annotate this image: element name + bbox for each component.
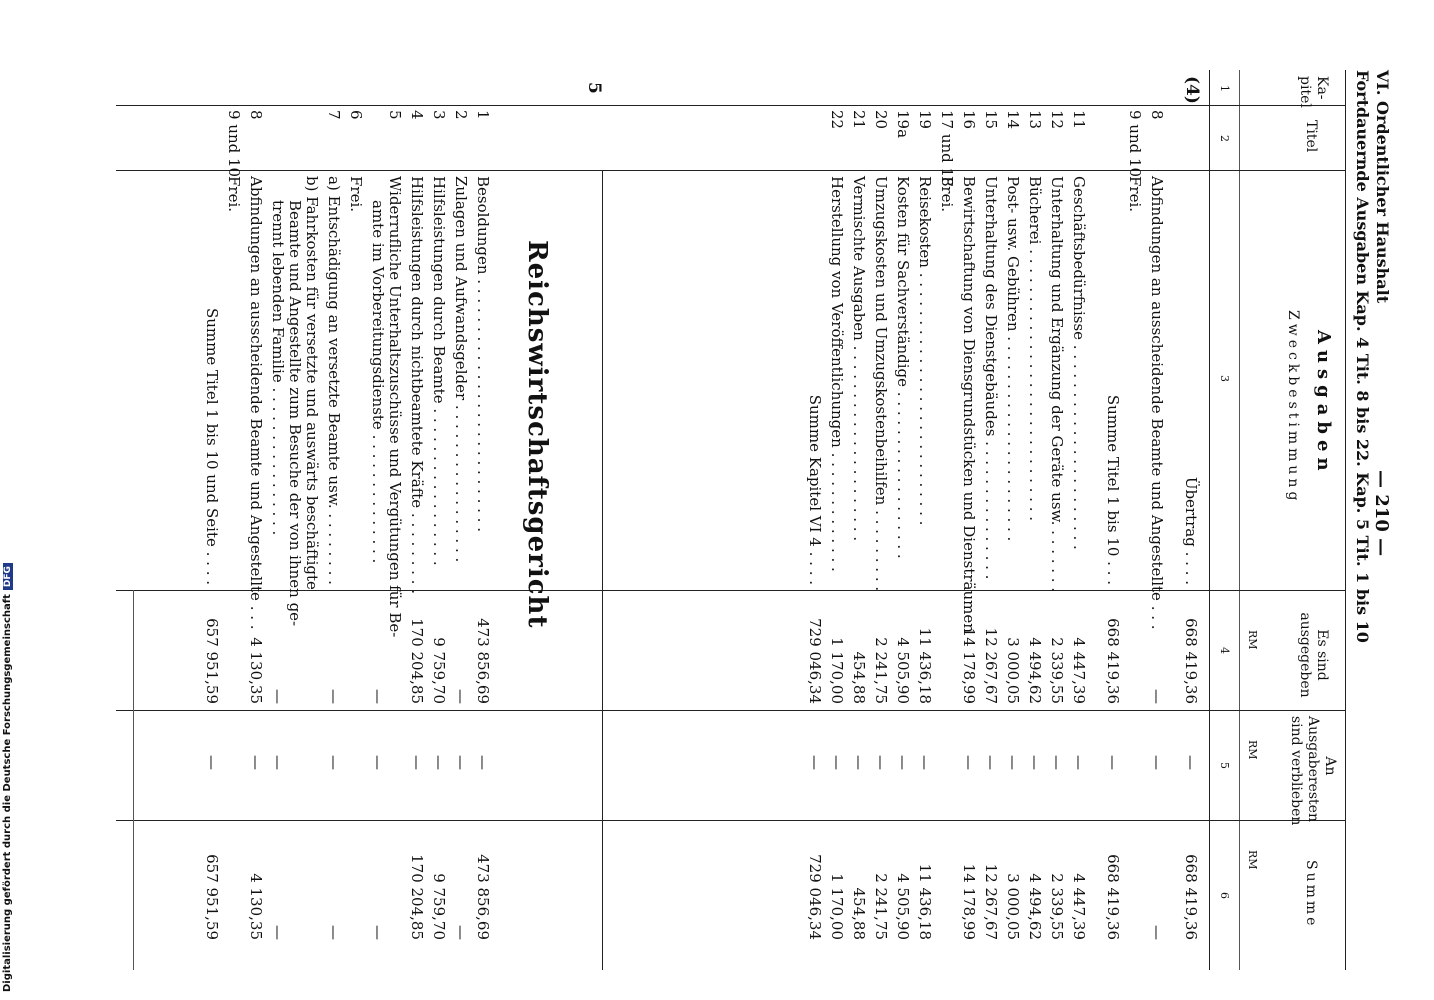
k4-desc-16: Summe Kapitel VI 4 . . . .: [806, 394, 824, 585]
k4-ausgegeben-12: 4 505,90: [894, 637, 912, 704]
section-separator-rule: [602, 170, 603, 970]
k4-titel-15: 22: [828, 110, 846, 130]
kapitel-4-label: (4): [1182, 76, 1202, 104]
k5-verblieben-3: —: [408, 755, 426, 770]
k4-verblieben-5: —: [1048, 755, 1066, 770]
k4-desc-2: Frei.: [1126, 176, 1144, 213]
k4-summe-1: —: [1148, 925, 1166, 940]
k4-desc-12: Kosten für Sachverständige . . . . . . . . . . . . . . . . . .: [894, 176, 912, 559]
k5-summe-0: 473 856,69: [474, 854, 492, 940]
k5-ausgegeben-3: 170 204,85: [408, 618, 426, 704]
k5-verblieben-0: —: [474, 755, 492, 770]
k5-titel-3: 4: [408, 110, 426, 120]
column-number-rule: [1209, 70, 1210, 970]
k4-verblieben-8: —: [982, 755, 1000, 770]
k4-titel-4: 11: [1070, 110, 1088, 130]
k4-ausgegeben-4: 4 447,39: [1070, 637, 1088, 704]
k4-desc-6: Bücherei . . . . . . . . . . . . . . . . . . . . . . . . . . . . .: [1026, 176, 1044, 522]
k5-summe-10: 657 951,59: [203, 854, 221, 940]
k5-titel-5: 6: [347, 110, 365, 120]
k4-verblieben-13: —: [872, 755, 890, 770]
colnum-5: 5: [1218, 762, 1231, 769]
digitization-credit: [2, 0, 18, 1000]
k5-desc-10: Summe Titel 1 bis 10 und Seite . . . .: [203, 307, 221, 585]
k4-desc-9: Bewirtschaftung von Diensgrundstücken und Diensträumen: [960, 176, 978, 633]
k5-desc-3: Hilfsleistungen durch nichtbeamtete Kräfte . . . . . . . . .: [408, 176, 426, 594]
k4-summe-6: 4 494,62: [1026, 873, 1044, 940]
k4-ausgegeben-8: 12 267,67: [982, 627, 1000, 704]
k4-summe-11: 11 436,18: [916, 863, 934, 940]
k4-summe-13: 2 241,75: [872, 873, 890, 940]
k5-desc-4: Widerrufliche Unterhaltszuschüsse und Vergütungen für Be-: [386, 176, 404, 638]
k5-titel-1: 2: [452, 110, 470, 120]
k4-verblieben-0: —: [1182, 755, 1200, 770]
k4-ausgegeben-16: 729 046,34: [806, 618, 824, 704]
dfg-logo-badge: DFG: [3, 563, 13, 590]
k4-ausgegeben-13: 2 241,75: [872, 637, 890, 704]
k4-verblieben-16: —: [806, 755, 824, 770]
k5-verblieben-10: —: [203, 755, 221, 770]
k4-ausgegeben-5: 2 339,55: [1048, 637, 1066, 704]
k5-verblieben-6: —: [325, 755, 343, 770]
unit-col5: RM: [1246, 740, 1259, 760]
k4-ausgegeben-3: 668 419,36: [1104, 618, 1122, 704]
k4-verblieben-12: —: [894, 755, 912, 770]
k4-titel-12: 19a: [894, 110, 912, 139]
page-subtitle: Fortdauernde Ausgaben Kap. 4 Tit. 8 bis 22. Kap. 5 Tit. 1 bis 10: [1353, 70, 1372, 643]
k5-desc2-4: amte im Vorbereitungsdienste . . . . . . . . . . . . . .: [369, 200, 387, 564]
col-rule-1: [116, 105, 1346, 106]
header-ausgegeben: Es sind ausgegeben: [1297, 612, 1330, 698]
header-rule-top: [1345, 70, 1346, 970]
k5-desc-5: Frei.: [347, 176, 365, 213]
k5-titel-6: 7: [325, 110, 343, 120]
unit-col4: RM: [1246, 630, 1259, 650]
k4-summe-16: 729 046,34: [806, 854, 824, 940]
k5-ausgegeben-4: —: [369, 689, 387, 704]
k4-desc-4: Geschäftsbedürfnisse . . . . . . . . . . . . . . . . . . . . . .: [1070, 176, 1088, 550]
k5-ausgegeben-1: —: [452, 689, 470, 704]
k5-summe-4: —: [369, 925, 387, 940]
colnum-2: 2: [1218, 135, 1231, 142]
colnum-1: 1: [1218, 85, 1231, 92]
k4-summe-12: 4 505,90: [894, 873, 912, 940]
k4-verblieben-7: —: [1004, 755, 1022, 770]
k4-titel-5: 12: [1048, 110, 1066, 130]
k5-desc-8: Abfindungen an ausscheidende Beamte und Angestellte . . .: [247, 176, 265, 630]
k4-desc-10: Frei.: [938, 176, 956, 213]
page-number: — 210 —: [1371, 470, 1392, 557]
k4-desc-5: Unterhaltung und Ergänzung der Geräte usw. . . . . . . .: [1048, 176, 1066, 593]
k5-titel-4: 5: [386, 110, 404, 120]
k5-titel-2: 3: [430, 110, 448, 120]
k4-verblieben-3: —: [1104, 755, 1122, 770]
k4-verblieben-14: —: [850, 755, 868, 770]
k4-summe-9: 14 178,99: [960, 863, 978, 940]
k4-summe-4: 4 447,39: [1070, 873, 1088, 940]
k4-verblieben-9: —: [960, 755, 978, 770]
k4-verblieben-4: —: [1070, 755, 1088, 770]
k4-desc-15: Herstellung von Veröffentlichungen . . . . . . . . . . . . .: [828, 176, 846, 572]
k5-desc-2: Hilfsleistungen durch Beamte . . . . . . . . . . . . . . . . .: [430, 176, 448, 566]
k5-titel-0: 1: [474, 110, 492, 120]
k4-summe-14: 454,88: [850, 887, 868, 940]
k4-verblieben-6: —: [1026, 755, 1044, 770]
k5-verblieben-8: —: [247, 755, 265, 770]
k4-summe-7: 3 000,05: [1004, 873, 1022, 940]
k5-summe-7: —: [269, 925, 287, 940]
k4-desc-13: Umzugskosten und Umzugskostenbeihilfen . . . . . . . . .: [872, 176, 890, 592]
k5-verblieben-7: —: [269, 755, 287, 770]
k4-desc-8: Unterhaltung des Dienstgebäudes . . . . . . . . . . . . . . .: [982, 176, 1000, 580]
k4-ausgegeben-0: 668 419,36: [1182, 618, 1200, 704]
k4-titel-2: 9 und 10: [1126, 110, 1144, 178]
k5-verblieben-1: —: [452, 755, 470, 770]
k4-desc-7: Post- usw. Gebühren . . . . . . . . . . . . . . . . . . . . . .: [1004, 176, 1022, 542]
k4-summe-5: 2 339,55: [1048, 873, 1066, 940]
k4-verblieben-11: —: [916, 755, 934, 770]
header-kapitel: Ka- pitel: [1297, 76, 1330, 108]
k4-ausgegeben-6: 4 494,62: [1026, 637, 1044, 704]
credit-text: Digitalisierung gefördert durch die Deutsche Forschungsgemeinschaft: [2, 594, 13, 992]
k4-ausgegeben-14: 454,88: [850, 651, 868, 704]
k5-ausgegeben-7: —: [269, 689, 287, 704]
k4-summe-15: 1 170,00: [828, 873, 846, 940]
colnum-6: 6: [1218, 892, 1231, 899]
k4-summe-3: 668 419,36: [1104, 854, 1122, 940]
header-summe: Summe: [1303, 860, 1319, 929]
k4-titel-10: 17 und 18: [938, 110, 956, 187]
k4-ausgegeben-9: 14 178,99: [960, 627, 978, 704]
k4-titel-14: 21: [850, 110, 868, 130]
final-total-rule: [133, 590, 134, 970]
unit-col6: RM: [1246, 850, 1259, 870]
col-rule-2: [116, 170, 1346, 171]
k4-titel-1: 8: [1148, 110, 1166, 120]
k4-summe-0: 668 419,36: [1182, 854, 1200, 940]
k5-desc-0: Besoldungen . . . . . . . . . . . . . . . . . . . . . . . . . . .: [474, 176, 492, 532]
k4-desc-3: Summe Titel 1 bis 10 . . .: [1104, 394, 1122, 585]
k5-verblieben-2: —: [430, 755, 448, 770]
header-zweck: Zweckbestimmung: [1285, 310, 1301, 505]
header-verblieben: An Ausgaberesten sind verblieben: [1288, 716, 1338, 826]
k4-titel-13: 20: [872, 110, 890, 130]
header-ausgaben: Ausgaben: [1313, 330, 1334, 477]
kapitel-5-label: 5: [584, 82, 604, 94]
k4-ausgegeben-7: 3 000,05: [1004, 637, 1022, 704]
k5-ausgegeben-6: —: [325, 689, 343, 704]
header-titel: Titel: [1303, 120, 1319, 153]
k4-desc-0: Übertrag . . . .: [1182, 476, 1200, 585]
k4-titel-8: 15: [982, 110, 1000, 130]
colnum-3: 3: [1218, 375, 1231, 382]
k4-titel-9: 16: [960, 110, 978, 130]
k5-summe-6: —: [325, 925, 343, 940]
k4-desc-14: Vermischte Ausgaben . . . . . . . . . . . . . . . . . . . . .: [850, 176, 868, 542]
k5-ausgegeben-8: 4 130,35: [247, 637, 265, 704]
k4-titel-7: 14: [1004, 110, 1022, 130]
k4-verblieben-15: —: [828, 755, 846, 770]
k5-titel-8: 8: [247, 110, 265, 120]
col-rule-5: [116, 820, 1346, 821]
k4-summe-8: 12 267,67: [982, 863, 1000, 940]
k5-desc3-7: trennt lebenden Familie . . . . . . . . . . . . . . . .: [269, 200, 287, 536]
col-rule-4: [116, 710, 1346, 711]
k4-titel-6: 13: [1026, 110, 1044, 130]
k5-ausgegeben-2: 9 759,70: [430, 637, 448, 704]
section-title: VI. Ordentlicher Haushalt: [1373, 70, 1392, 304]
k4-desc-1: Abfindungen an ausscheidende Beamte und Angestellte . . .: [1148, 176, 1166, 630]
k5-desc-6: a) Entschädigung an versetzte Beamte usw. . . . . . . . .: [325, 176, 343, 585]
k5-titel-9: 9 und 10: [225, 110, 243, 178]
k4-titel-11: 19: [916, 110, 934, 130]
k4-desc-11: Reisekosten . . . . . . . . . . . . . . . . . . . . . . . . . . .: [916, 176, 934, 526]
k4-ausgegeben-15: 1 170,00: [828, 637, 846, 704]
rotated-ledger-sheet: [90, 30, 1390, 970]
k5-verblieben-4: —: [369, 755, 387, 770]
k5-summe-3: 170 204,85: [408, 854, 426, 940]
k5-desc-1: Zulagen und Aufwandsgelder . . . . . . . . . . . . . . . . .: [452, 176, 470, 563]
k4-ausgegeben-11: 11 436,18: [916, 627, 934, 704]
k5-ausgegeben-0: 473 856,69: [474, 618, 492, 704]
k5-summe-8: 4 130,35: [247, 873, 265, 940]
k5-summe-1: —: [452, 925, 470, 940]
k5-desc-9: Frei.: [225, 176, 243, 213]
k5-ausgegeben-10: 657 951,59: [203, 618, 221, 704]
k5-desc2-7: Beamte und Angestellte zum Besuche der von ihnen ge-: [286, 200, 304, 627]
kapitel-5-heading: Reichswirtschaftsgericht: [522, 240, 552, 629]
header-rule-bottom: [1239, 70, 1240, 970]
k5-desc-7: b) Fahrkosten für versetzte und auswärts beschäftigte: [303, 176, 321, 590]
k4-verblieben-1: —: [1148, 755, 1166, 770]
colnum-4: 4: [1218, 647, 1231, 654]
k5-summe-2: 9 759,70: [430, 873, 448, 940]
k4-ausgegeben-1: —: [1148, 689, 1166, 704]
